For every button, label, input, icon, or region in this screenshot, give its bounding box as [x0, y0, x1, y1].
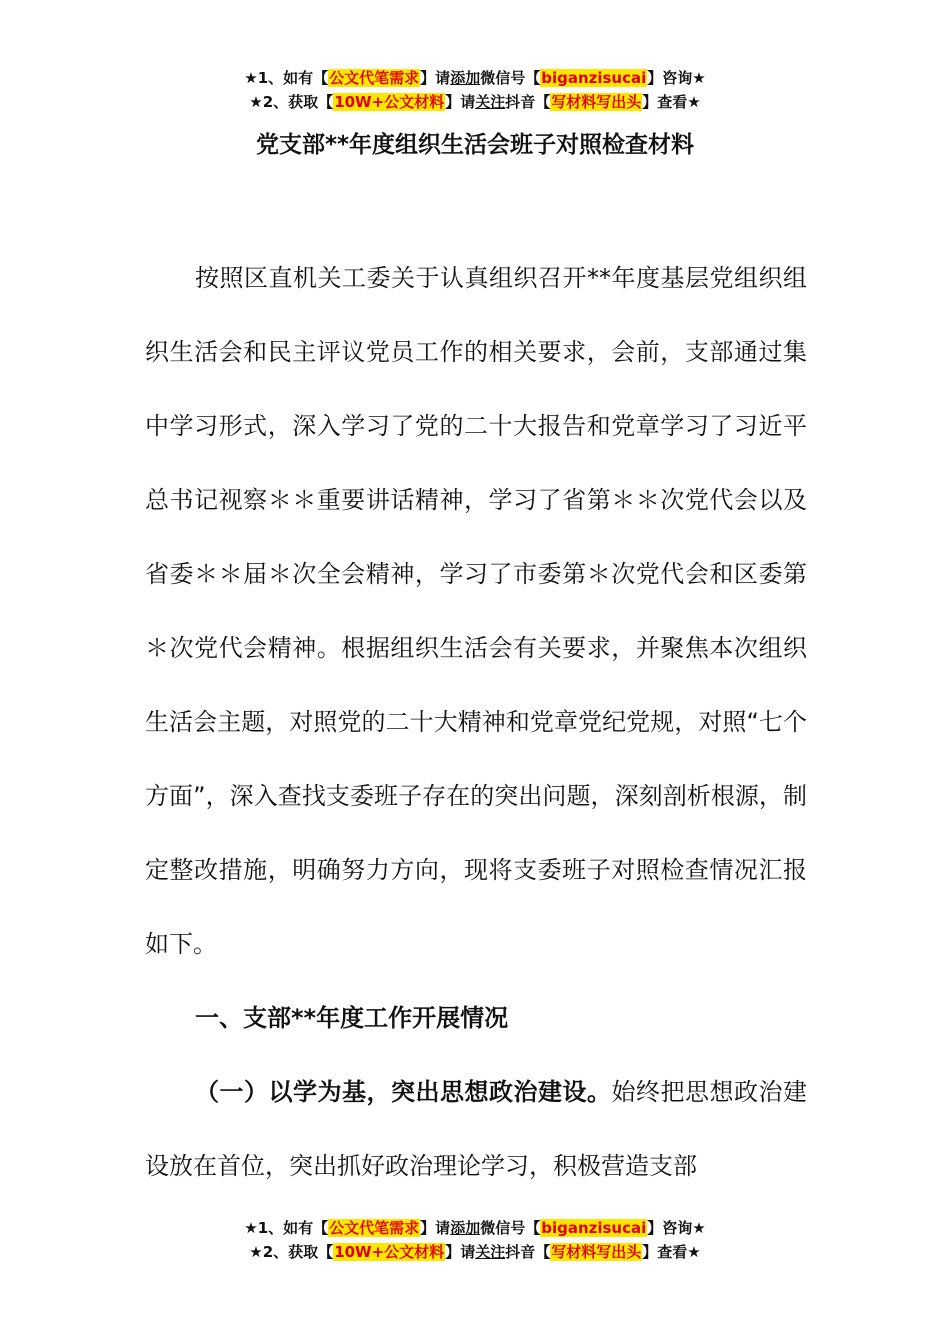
- header-banner: [0, 66, 950, 114]
- section-heading: 一、支部**年度工作开展情况: [195, 1004, 509, 1032]
- intro-paragraph: 按照区直机关工委关于认真组织召开**年度基层党组织组织生活会和民主评议党员工作的相关要求，会前，支部通过集中学习形式，深入学习了党的二十大报告和党章学习了习近平总书记视察＊＊重要讲话精神，学习了省第＊＊次党代会以及省委＊＊届＊次全会精神，学习了市委第＊次党代会和区委第＊次党代会精神。根据组织生活会有关要求，并聚焦本次组织生活会主题，对照党的二十大精神和党章党纪党规，对照“七个方面”，深入查找支委班子存在的突出问题，深刻剖析根源，制定整改措施，明确努力方向，现将支委班子对照检查情况汇报如下。: [145, 264, 807, 958]
- banner-highlight: biganzisucai: [541, 1219, 647, 1237]
- banner-highlight: 写材料写出头: [551, 1243, 642, 1261]
- banner-highlight: 10W+公文材料: [334, 93, 445, 111]
- banner-highlight: 写材料写出头: [551, 93, 642, 111]
- banner-highlight: 公文代笔需求: [329, 69, 420, 87]
- banner-highlight: 公文代笔需求: [329, 1219, 420, 1237]
- subsection-text: 始终把思想政治建设放在首位，突出抓好政治理论学习，积极营造支部: [145, 1078, 807, 1180]
- banner-line-1: ★1、如有【公文代笔需求】请添加微信号【biganzisucai】咨询★: [244, 1219, 706, 1237]
- document-body: [145, 241, 807, 1203]
- banner-highlight: 10W+公文材料: [334, 1243, 445, 1261]
- subsection-paragraph: [145, 1055, 807, 1203]
- document-title: 党支部**年度组织生活会班子对照检查材料: [255, 132, 695, 158]
- banner-line-2: ★2、获取【10W+公文材料】请关注抖音【写材料写出头】查看★: [249, 1243, 701, 1261]
- subsection-lead: （一）以学为基，突出思想政治建设。: [195, 1078, 612, 1106]
- banner-line-2: ★2、获取【10W+公文材料】请关注抖音【写材料写出头】查看★: [249, 93, 701, 111]
- banner-highlight: biganzisucai: [541, 69, 647, 87]
- footer-banner: [0, 1216, 950, 1264]
- banner-line-1: ★1、如有【公文代笔需求】请添加微信号【biganzisucai】咨询★: [244, 69, 706, 87]
